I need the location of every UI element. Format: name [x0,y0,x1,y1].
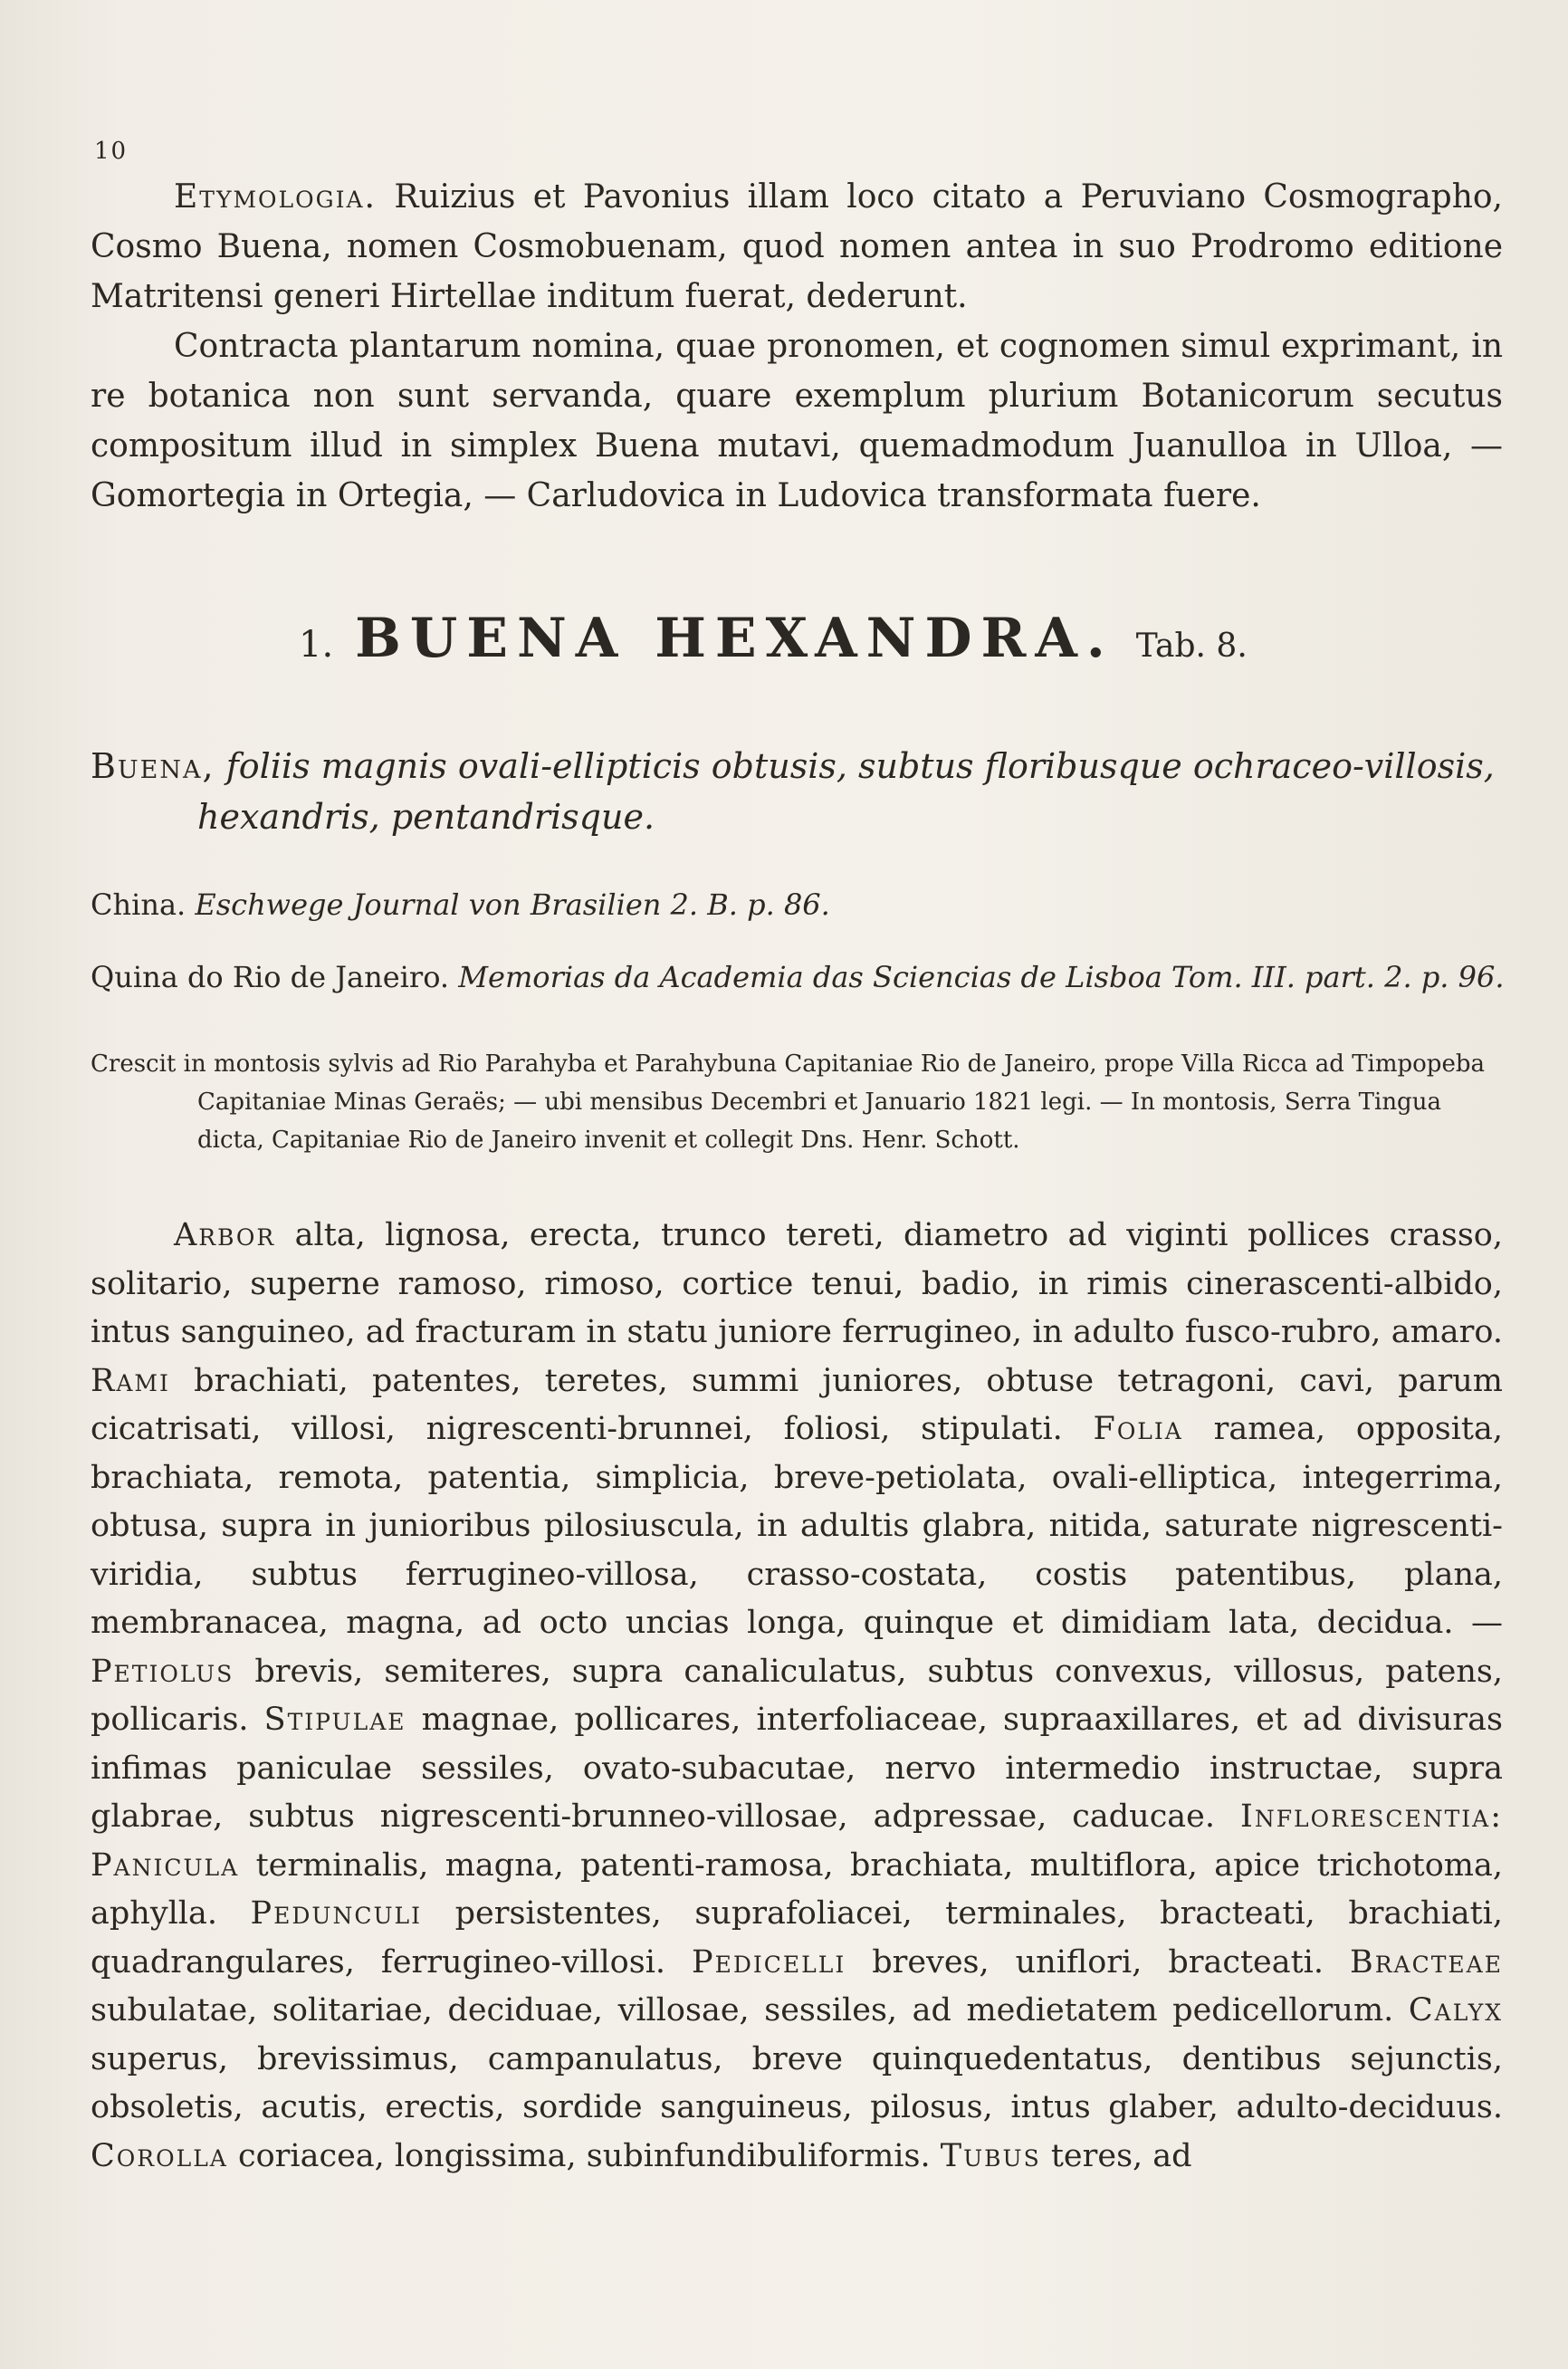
synonym-reference: Memorias da Academia das Sciencias de Lisboa Tom. III. part. 2. p. 96. [458,960,1505,994]
arbor-label: Arbor [174,1217,276,1253]
etymology-paragraph-1 [91,172,1503,321]
folia-text: ramea, opposita, brachiata, remota, patentia, simplicia, breve-petiolata, ovali-elliptica, integerrima, obtusa, supra in junioribus pilosiuscula, in adultis glabra, nitida, saturate nigrescenti-viridia, subtus ferrugineo-villosa, crasso-costata, costis patentibus, plana, membranacea, magna, ad octo uncias longa, quinque et dimidiam lata, decidua. — [91,1411,1503,1641]
calyx-label: Calyx [1408,1992,1503,2029]
pedunculi-text: persistentes, suprafoliacei, terminales, bracteati, brachiati, quadrangulares, ferrugineo-villosi. [91,1895,1503,1981]
panicula-text: terminalis, magna, patenti-ramosa, brachiata, multiflora, apice trichotoma, aphylla. [91,1846,1503,1932]
synonym-2 [91,960,1503,994]
tubus-label: Tubus [940,2137,1041,2174]
etymology-text-1: Ruizius et Pavonius illam loco citato a Peruviano Cosmographo, Cosmo Buena, nomen Cosmobuenam, quod nomen antea in suo Prodromo editione Matritensi generi Hirtellae inditum fuerat, dederunt. [91,178,1503,315]
locality-line-1: Crescit in montosis sylvis ad Rio Parahyba et Parahybuna Capitaniae Rio de Janeiro, prope Villa Ricca ad Timpopeba [91,1050,1485,1078]
bracteae-text: subulatae, solitariae, deciduae, villosae, sessiles, ad medietatem pedicellorum. [91,1992,1394,2029]
corolla-text: coriacea, longissima, subinfundibuliformis. [238,2137,931,2174]
synonym-reference: Eschwege Journal von Brasilien 2. B. p. 86. [195,887,830,922]
locality-rest: Capitaniae Minas Geraës; — ubi mensibus Decembri et Januario 1821 legi. — In montosis, Serra Tingua dicta, Capitaniae Rio de Janeiro invenit et collegit Dns. Henr. Schott. [197,1089,1441,1154]
diagnosis-line-1: foliis magnis ovali-ellipticis obtusis, subtus floribusque ochraceo-villosis, [225,746,1495,786]
arbor-text: alta, lignosa, erecta, trunco tereti, diametro ad viginti pollices crasso, solitario, superne ramoso, rimoso, cortice tenui, badio, in rimis cinerascenti-albido, intus sanguineo, ad fracturam in statu juniore ferrugineo, in adulto fusco-rubro, amaro. [91,1217,1503,1350]
bracteae-label: Bracteae [1350,1943,1503,1981]
species-number: 1. [299,624,334,666]
pedunculi-label: Pedunculi [250,1895,423,1932]
corolla-label: Corolla [91,2137,228,2174]
stipulae-text: magnae, pollicares, interfoliaceae, supraaxillares, et ad divisuras infimas paniculae sessiles, ovato-subacutae, nervo intermedio instructae, supra glabrae, subtus nigrescenti-brunneo-villosae, adpressae, caducae. [91,1702,1503,1835]
locality-note [91,1045,1503,1159]
panicula-label: Panicula [91,1846,240,1884]
synonym-name: Quina do Rio de Janeiro. [91,960,450,994]
plate-reference: Tab. 8. [1135,628,1248,665]
page-number: 10 [94,138,129,165]
pedicelli-text: breves, uniflori, bracteati. [872,1943,1324,1981]
inflorescentia-label: Inflorescentia: [1240,1798,1503,1835]
etymology-paragraph-2 [91,321,1503,521]
description-paragraph [91,1212,1503,2181]
pedicelli-label: Pedicelli [692,1943,846,1981]
petiolus-text: brevis, semiteres, supra canaliculatus, subtus convexus, villosus, patens, pollicaris. [91,1653,1503,1738]
calyx-text: superus, brevissimus, campanulatus, breve quinquedentatus, dentibus sejunctis, obsoletis, acutis, erectis, sordide sanguineus, pilosus, intus glaber, adulto-deciduus. [91,2040,1503,2125]
species-heading [299,607,1248,670]
stipulae-label: Stipulae [263,1702,406,1738]
synonym-name: China. [91,887,186,922]
synonym-1 [91,887,1503,922]
species-title: BUENA HEXANDRA. [355,607,1114,670]
species-diagnosis [91,741,1503,842]
etymology-section [91,172,1503,521]
tubus-text: teres, ad [1050,2137,1192,2174]
etymology-label: Etymologia. [174,178,377,216]
etymology-text-2: Contracta plantarum nomina, quae pronomen, et cognomen simul exprimant, in re botanica non sunt servanda, quare exemplum plurium Botanicorum secutus compositum illud in simplex Buena mutavi, quemadmodum Juanulloa in Ulloa, — Gomortegia in Ortegia, — Carludovica in Ludovica transformata fuere. [91,328,1503,514]
rami-label: Rami [91,1362,170,1399]
petiolus-label: Petiolus [91,1653,234,1690]
rami-text: brachiati, patentes, teretes, summi juniores, obtuse tetragoni, cavi, parum cicatrisati, villosi, nigrescenti-brunnei, foliosi, stipulati. [91,1362,1503,1447]
diagnosis-genus: Buena, [91,746,215,786]
diagnosis-line-2: hexandris, pentandrisque. [197,797,655,837]
folia-label: Folia [1093,1411,1183,1447]
